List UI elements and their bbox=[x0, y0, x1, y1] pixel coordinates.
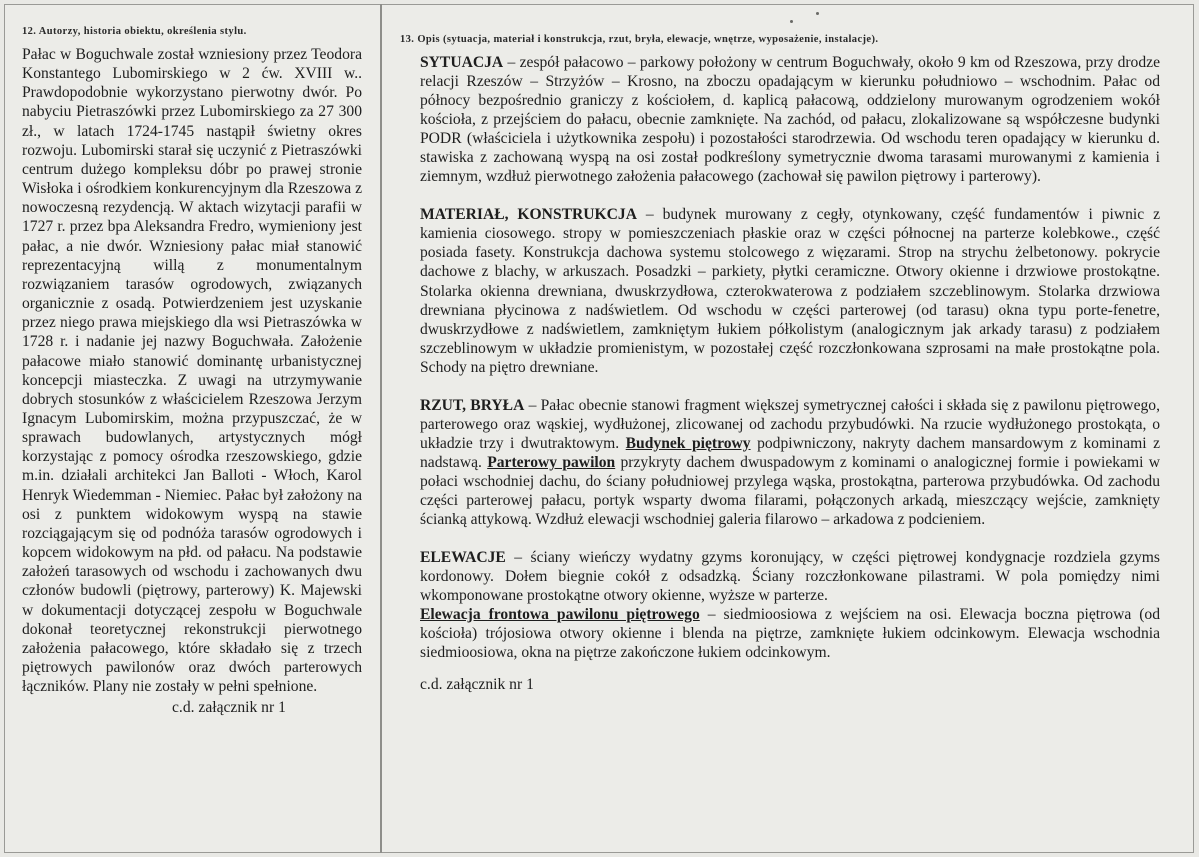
elewacje-heading: ELEWACJE bbox=[420, 549, 506, 567]
elewacje-text-2: – siedmioosiowa z wejściem na osi. Elewacja boczna piętrowa (od kościoła) trójosiowa otwory okienne i blenda na piętrze, zamknięte łukiem odcinkowym. Elewacja wschodnia siedmioosiowa, okna na piętrze zakończone łukiem odcinkowym. bbox=[420, 606, 1161, 662]
budynek-pietrowy-label: Budynek piętrowy bbox=[625, 434, 751, 452]
history-text: Pałac w Boguchwale został wzniesiony przez Teodora Konstantego Lubomirskiego w 2 ćw. XVIII w.. Prawdopodobnie wykorzystano pierwotny dwór. Po nabyciu Pietraszówki przez Lubomirskiego za 27 300 zł., w latach 1724-1745 nastąpił świetny okres rozwoju. Lubomirski starał się uczynić z Pietraszówki centrum dużego kompleksu dóbr po prawej stronie Wisłoka i ośrodkiem konkurencyjnym dla Rzeszowa z nowoczesną rezydencją. W aktach wizytacji parafii w 1727 r. przez bpa Aleksandra Fredro, wymieniony jest pałac, a nie dwór. Wzniesiony pałac miał stanowić reprezentacyjną willą z monumentalnym rozwiązaniem tarasów ogrodowych, związanych organicznie z osadą. Potwierdzeniem jest uzyskanie przez niego prawa miejskiego dla wsi Pietraszówka w 1728 r. i nadanie jej nazwy Boguchwała. Założenie pałacowe miało stanowić dominantę urbanistycznej koncepcji miasteczka. Z uwagi na utrzymywanie dobrych stosunków z właścicielem Rzeszowa Jerzym Ignacym Lubomirskim, można przypuszczać, że w sprawach budowlanych, artystycznych mógł korzystając z pomocy ośrodka rzeszowskiego, gdzie m.in. działali architekci Jan Balloti - Włoch, Karol Henryk Wiedemman - Niemiec. Pałac był założony na osi z punktem widokowym wyspą na stawie rozciągającym się od podnóża tarasów ogrodowych i kopcem widokowym na płd. od pałacu. Na podstawie założeń tarasowych od wschodu i zachowanych dwu członów budowli (piętrowy, parterowy) K. Majewski w dokumentacji dotyczącej zespołu w Boguchwale dokonał teoretycznej rekonstrukcji pierwotnego założenia pałacowego, które składało się z trzech piętrowych pawilonów oraz dwóch parterowych łączników. Plany nie zostały w pełni spełnione. bbox=[22, 46, 362, 696]
parterowy-pawilon-label: Parterowy pawilon bbox=[487, 453, 616, 471]
elewacja-frontowa-label: Elewacja frontowa pawilonu piętrowego bbox=[420, 606, 700, 624]
rzut-text-3: przykryty dachem dwuspadowym z kominami o analogicznej formie i powiekami w połaci wschodniej dachu, do ściany południowej przylega wąska, prostokątna, parterowa przybudówka. Od zachodu części parterowej pałacu, portyk wsparty dwoma filarami, połączonych arkadą, mieszczący wejście, zamknięty ścianką attykową. Wzdłuż elewacji wschodniej galeria filarowo – arkadowa z podcieniem. bbox=[420, 453, 1160, 529]
sytuacja-heading: SYTUACJA bbox=[420, 54, 504, 71]
material-text: – budynek murowany z cegły, otynkowany, część fundamentów i piwnic z kamienia ciosowego. stropy w pomieszczeniach płaskie oraz w części północnej na parterze kolebkowe., część posiada fasety. Konstrukcja dachowa systemu stolcowego z więzarami. Strop na strychu żelbetonowy. pokrycie dachowe z blachy, w arkuszach. Posadzki – parkiety, płytki ceramiczne. Otwory okienne i drzwiowe prostokątne. Stolarka okienna drewniana, dwuskrzydłowa, czterokwaterowa z podziałem szczeblinowym. Stolarka drzwiowa drewniana płycinowa z nadświetlem. Od wschodu w części parterowej (od tarasu) okna typu porte-fenetre, dwuskrzydłowe z nadświetlem, zamkniętym łukiem półkolistym (analogicznym jak arkady tarasu) z podziałem szczeblinowym w układzie promienistym, w pozostałej część rozczłonkowana szprosami na małe prostokątne pola. Schody na piętro drewniane. bbox=[420, 206, 1160, 376]
rzut-heading: RZUT, BRYŁA bbox=[420, 396, 525, 414]
sytuacja-paragraph bbox=[400, 53, 1160, 186]
elewacje-text-1: – ściany wieńczy wydatny gzyms koronujący, w części piętrowej kondygnacje rozdziela gzyms kordonowy. Dołem biegnie cokół z odsadzką. Ściany rozczłonkowane pilastrami. W pola pomiędzy nimi wkomponowane prostokątne otwory okienne, wyższe w parterze. bbox=[420, 549, 1160, 605]
left-attachment-note: c.d. załącznik nr 1 bbox=[172, 699, 286, 717]
scan-speck bbox=[816, 12, 819, 15]
elewacja-frontowa-paragraph bbox=[400, 605, 1160, 662]
column-divider bbox=[380, 4, 382, 853]
elewacje-paragraph bbox=[400, 548, 1160, 605]
section-13-header: 13. Opis (sytuacja, materiał i konstrukcja, rzut, bryła, elewacje, wnętrze, wyposażenie, instalacje). bbox=[400, 34, 879, 45]
right-attachment-note: c.d. załącznik nr 1 bbox=[420, 676, 534, 694]
material-paragraph bbox=[400, 205, 1160, 376]
material-heading: MATERIAŁ, KONSTRUKCJA bbox=[420, 206, 637, 224]
rzut-text-1: – Pałac obecnie stanowi fragment większej symetrycznej całości i składa się z pawilonu piętrowego, parterowego oraz wąskiej, wydłużonej, zlicowanej od zachodu przybudówki. Na rzucie wydłużonego prostokąta, o układzie trzy i dwutraktowym. bbox=[420, 396, 1160, 452]
scan-speck bbox=[790, 20, 793, 23]
right-column bbox=[400, 34, 1160, 710]
left-column bbox=[22, 26, 362, 717]
rzut-text-2: podpiwniczony, nakryty dachem mansardowym z kominami z nadstawą. bbox=[420, 434, 1161, 471]
rzut-paragraph bbox=[400, 396, 1160, 529]
section-12-header: 12. Autorzy, historia obiektu, określenia stylu. bbox=[22, 26, 247, 37]
sytuacja-text: – zespół pałacowo – parkowy położony w centrum Boguchwały, około 9 km od Rzeszowa, przy drodze relacji Rzeszów – Strzyżów – Krosno, na zboczu opadającym w kierunku południowo – wschodnim. Pałac od północy bezpośrednio graniczy z kościołem, d. kaplicą pałacową, oddzielony murowanym ogrodzeniem wokół kościoła, z przejściem do pałacu, obecnie zamknięte. Na zachód, od pałacu, zlokalizowane są współczesne budynki PODR (właściciela i użytkownika zespołu) i pozostałości starodrzewia. Od wschodu teren opadający w kierunku d. stawiska z zachowaną wyspą na osi został podkreślony symetrycznie dwoma tarasami murowanymi z kamienia i ziemnym, wzdłuż pierwotnego założenia pałacowego (zachował się pawilon piętrowy i parterowy). bbox=[420, 54, 1160, 186]
